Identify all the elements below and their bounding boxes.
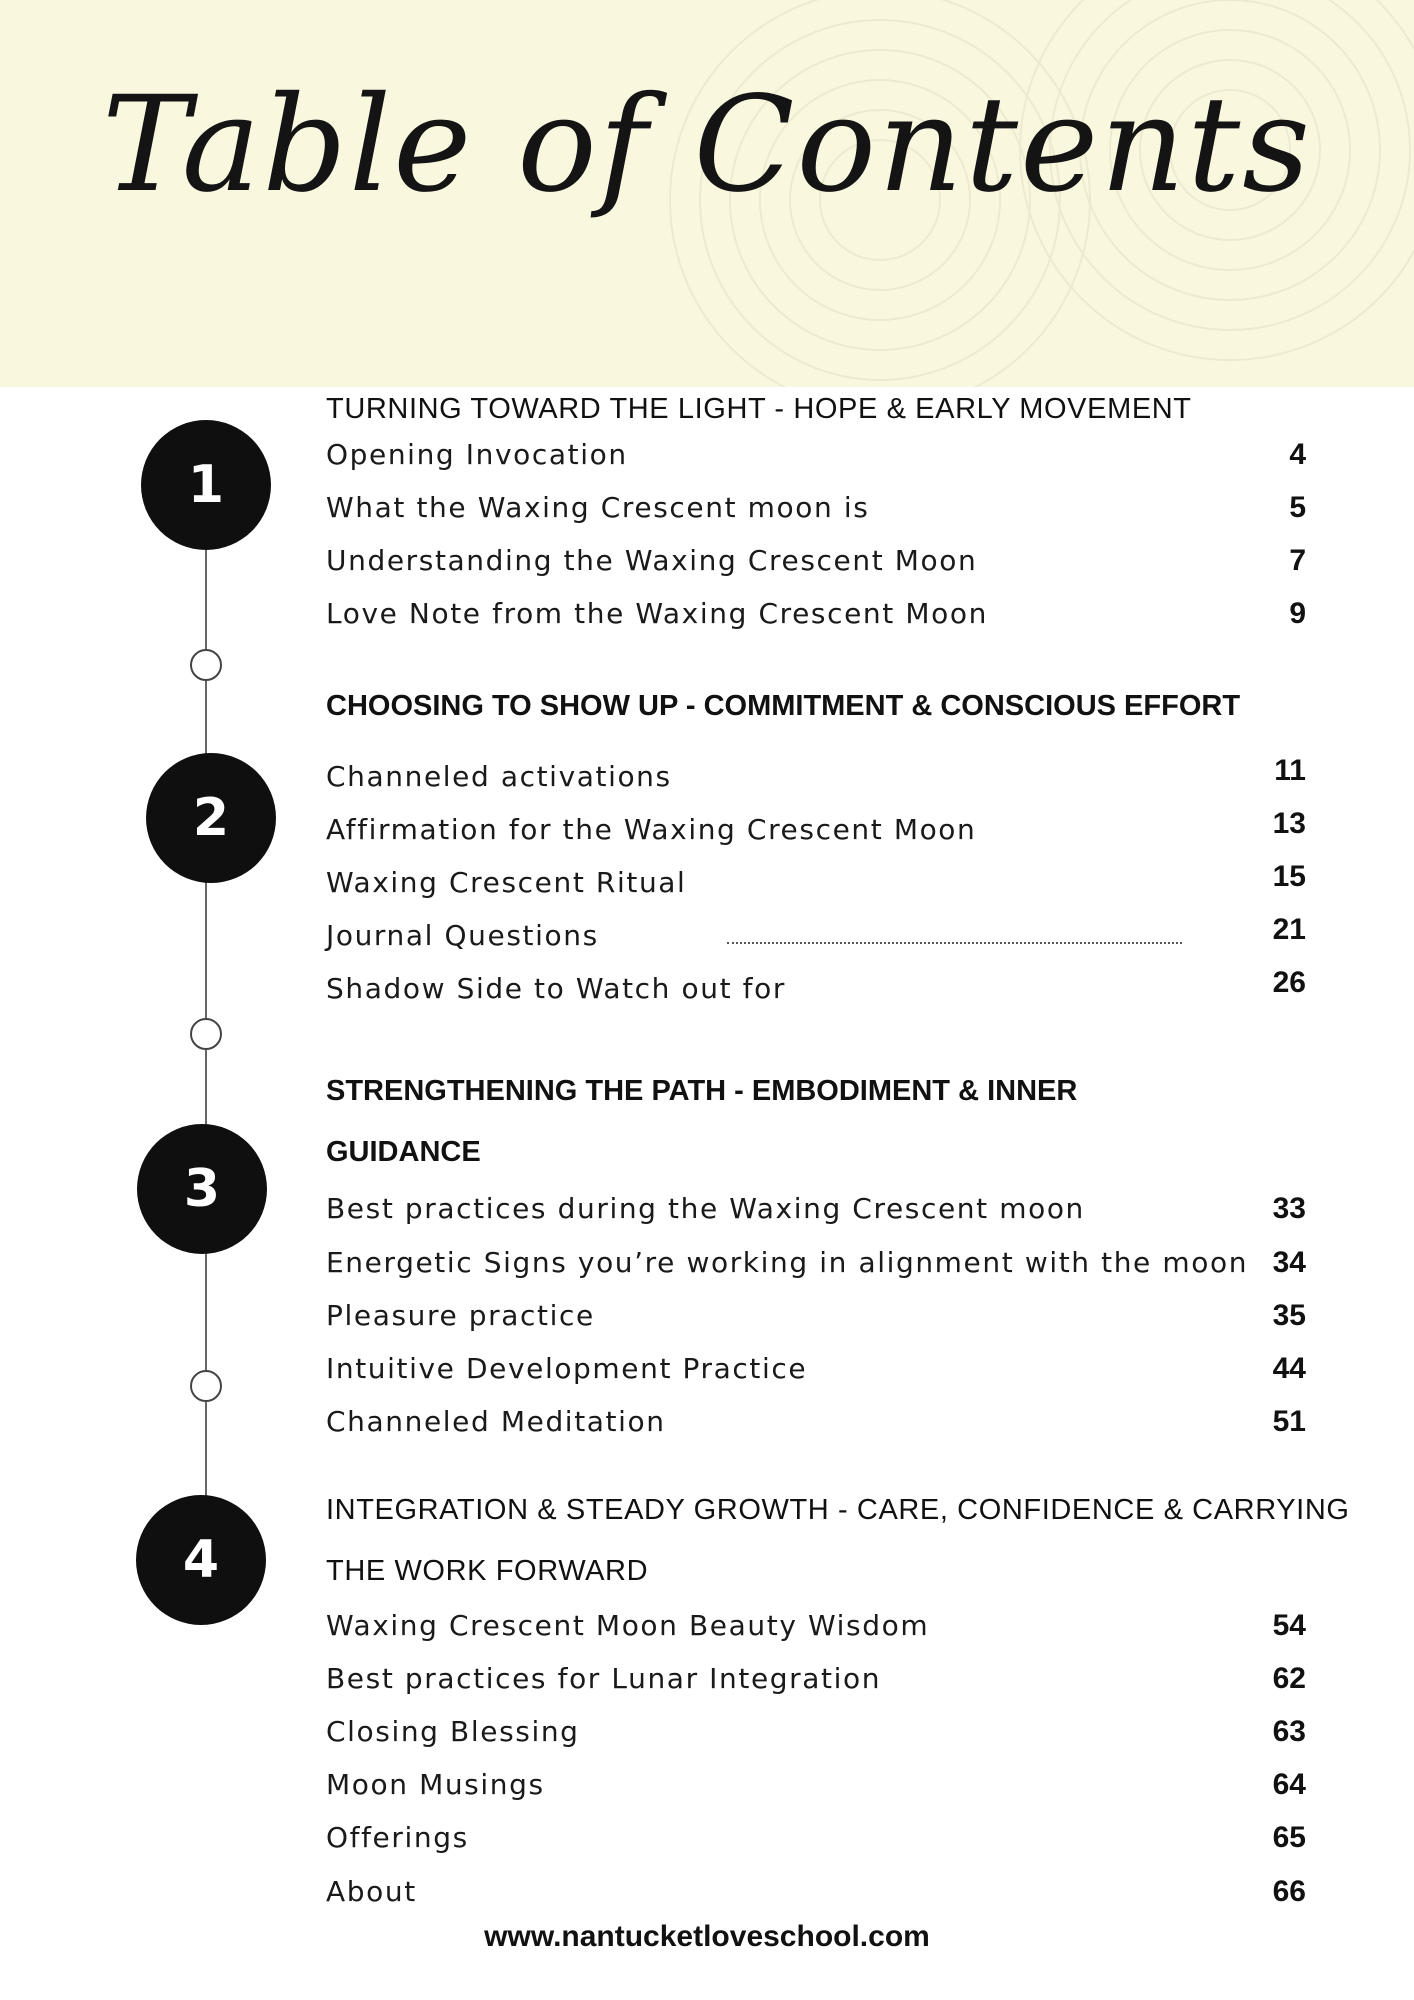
section-heading-3-cont: GUIDANCE [326, 1136, 481, 1168]
toc-item-page: 33 [1272, 1192, 1306, 1225]
toc-item-label: What the Waxing Crescent moon is [326, 491, 870, 524]
toc-item-page: 7 [1289, 544, 1306, 577]
toc-item-page: 35 [1272, 1299, 1306, 1332]
toc-item-label: Best practices for Lunar Integration [326, 1662, 882, 1695]
section-heading-3: STRENGTHENING THE PATH - EMBODIMENT & INNER [326, 1075, 1078, 1107]
toc-item[interactable] [326, 591, 1306, 637]
toc-item-page: 62 [1272, 1662, 1306, 1695]
toc-item-label: Waxing Crescent Moon Beauty Wisdom [326, 1609, 930, 1642]
header-banner [0, 0, 1414, 387]
toc-item[interactable] [326, 1603, 1306, 1649]
page-title: Table of Contents [101, 68, 1312, 222]
toc-item-label: About [326, 1875, 417, 1908]
toc-item[interactable] [326, 1346, 1306, 1392]
toc-item-page: 66 [1272, 1875, 1306, 1908]
section-heading-2: CHOOSING TO SHOW UP - COMMITMENT & CONSCIOUS EFFORT [326, 690, 1241, 722]
toc-item-label: Journal Questions [326, 919, 599, 952]
dotted-leader [727, 942, 1182, 944]
toc-item-page: 15 [1272, 860, 1306, 893]
timeline-dot [190, 1018, 222, 1050]
toc-item-label: Best practices during the Waxing Crescent moon [326, 1192, 1085, 1225]
toc-item-label: Channeled Meditation [326, 1405, 666, 1438]
toc-item-label: Opening Invocation [326, 438, 628, 471]
toc-item[interactable] [326, 1399, 1306, 1445]
toc-item[interactable] [326, 1656, 1306, 1702]
toc-item-page: 64 [1272, 1768, 1306, 1801]
toc-item-label: Intuitive Development Practice [326, 1352, 808, 1385]
toc-item[interactable] [326, 1186, 1306, 1232]
toc-item[interactable] [326, 854, 1306, 900]
toc-item-label: Love Note from the Waxing Crescent Moon [326, 597, 988, 630]
toc-item[interactable] [326, 538, 1306, 584]
toc-item[interactable] [326, 907, 1306, 953]
toc-item[interactable] [326, 432, 1306, 478]
toc-item-page: 5 [1289, 491, 1306, 524]
toc-item-page: 4 [1289, 438, 1306, 471]
toc-item[interactable] [326, 1762, 1306, 1808]
toc-item-page: 11 [1274, 754, 1306, 787]
toc-item[interactable] [326, 1709, 1306, 1755]
toc-item[interactable] [326, 748, 1306, 794]
section-number-4: 4 [136, 1495, 266, 1625]
toc-item-label: Moon Musings [326, 1768, 545, 1801]
toc-item-page: 13 [1272, 807, 1306, 840]
toc-item[interactable] [326, 485, 1306, 531]
toc-item[interactable] [326, 1293, 1306, 1339]
toc-item-label: Closing Blessing [326, 1715, 580, 1748]
toc-item-label: Offerings [326, 1821, 469, 1854]
toc-item-label: Shadow Side to Watch out for [326, 972, 786, 1005]
toc-item[interactable] [326, 801, 1306, 847]
toc-item-label: Channeled activations [326, 760, 672, 793]
toc-item-label: Energetic Signs you’re working in alignment with the moon [326, 1246, 1249, 1279]
toc-item-label: Affirmation for the Waxing Crescent Moon [326, 813, 977, 846]
section-number-3: 3 [137, 1124, 267, 1254]
toc-item-label: Understanding the Waxing Crescent Moon [326, 544, 978, 577]
section-number-1: 1 [141, 420, 271, 550]
toc-item-page: 26 [1272, 966, 1306, 999]
toc-item-page: 63 [1272, 1715, 1306, 1748]
toc-item-label: Pleasure practice [326, 1299, 595, 1332]
section-heading-4: INTEGRATION & STEADY GROWTH - CARE, CONFIDENCE & CARRYING [326, 1494, 1350, 1526]
toc-item[interactable] [326, 1240, 1306, 1286]
website-link[interactable]: www.nantucketloveschool.com [484, 1920, 930, 1953]
timeline-dot [190, 649, 222, 681]
toc-item-page: 34 [1272, 1246, 1306, 1279]
toc-item-page: 21 [1272, 913, 1306, 946]
timeline-dot [190, 1370, 222, 1402]
toc-item-label: Waxing Crescent Ritual [326, 866, 687, 899]
toc-item-page: 9 [1289, 597, 1306, 630]
section-heading-1: TURNING TOWARD THE LIGHT - HOPE & EARLY MOVEMENT [326, 393, 1192, 425]
toc-item-page: 44 [1272, 1352, 1306, 1385]
toc-item[interactable] [326, 1869, 1306, 1915]
section-number-2: 2 [146, 753, 276, 883]
toc-item[interactable] [326, 1815, 1306, 1861]
toc-item[interactable] [326, 960, 1306, 1006]
toc-item-page: 65 [1272, 1821, 1306, 1854]
toc-item-page: 54 [1272, 1609, 1306, 1642]
toc-item-page: 51 [1272, 1405, 1306, 1438]
section-heading-4-cont: THE WORK FORWARD [326, 1555, 649, 1587]
